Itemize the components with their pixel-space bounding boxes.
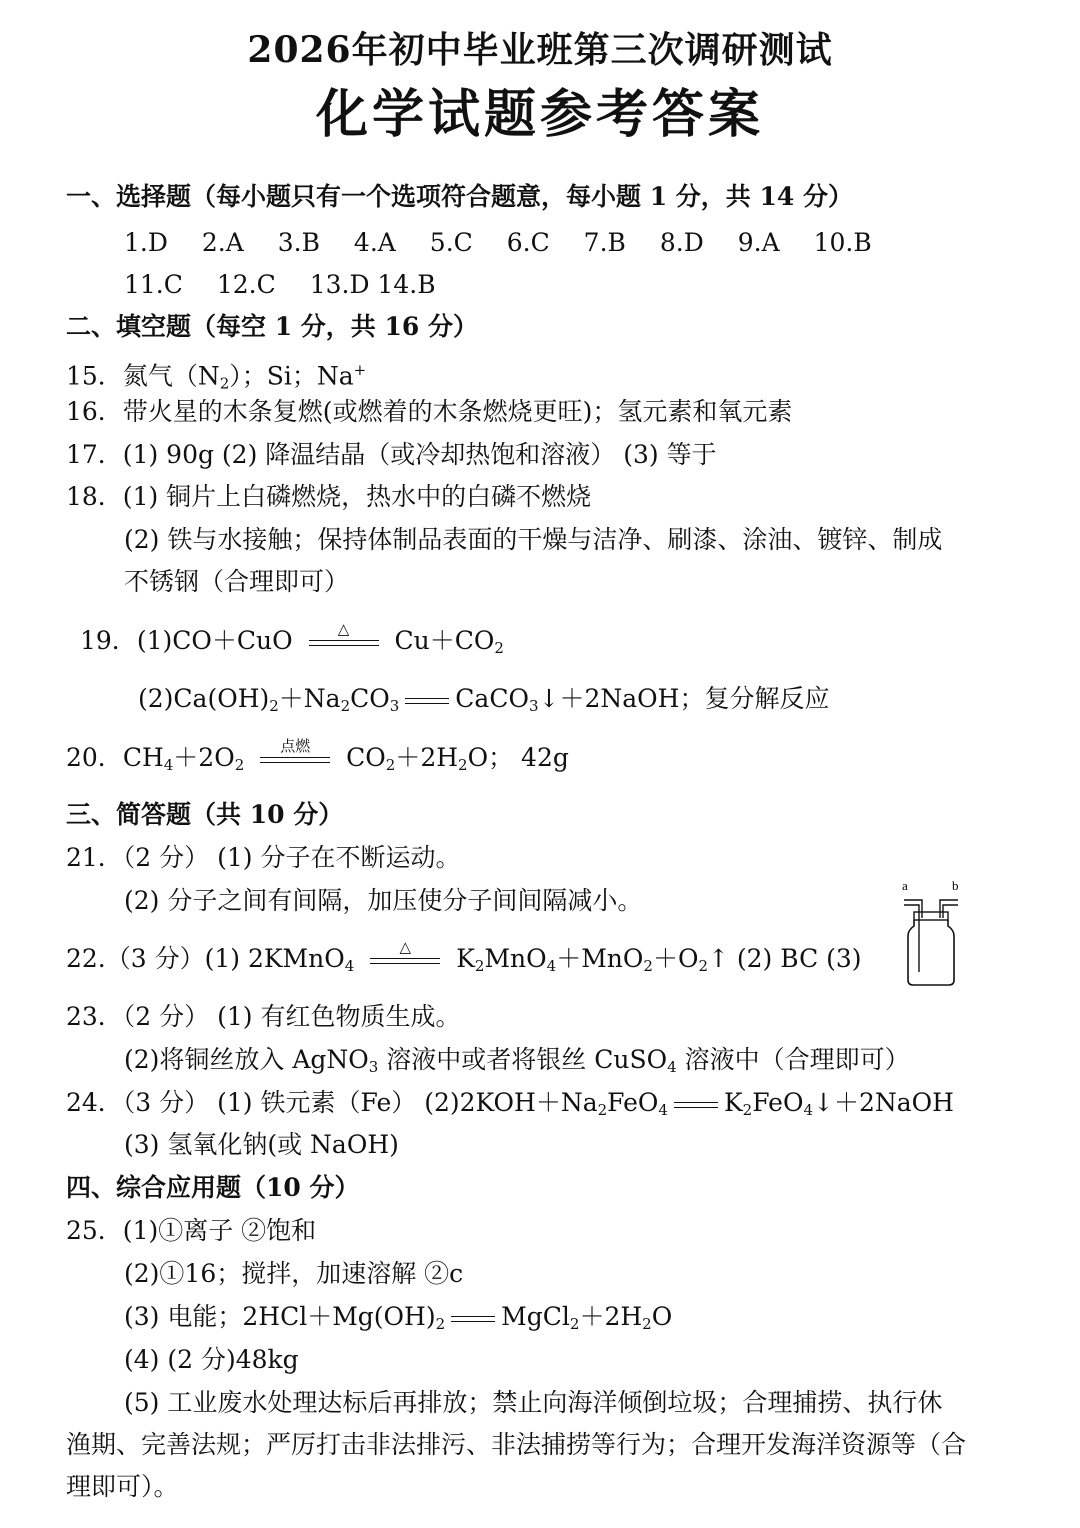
answer-18-part1: 18．(1) 铜片上白磷燃烧，热水中的白磷不燃烧 [66, 482, 592, 511]
mc-answers-row-2 [124, 268, 436, 302]
equals-sign [674, 1098, 718, 1112]
answer-19-part2: $(2)Ca(OH)_2+Na_2CO_3$ CaCO$_3$↓＋2NaOH；复分解反应 [138, 684, 830, 715]
answer-2: 2.A [201, 228, 244, 257]
answer-8: 8.D [659, 228, 704, 257]
answer-17: 17．(1) 90g (2) 降温结晶（或冷却热饱和溶液） (3) 等于 [66, 440, 717, 469]
answer-12: 12.C [216, 270, 276, 299]
answer-9: 9.A [737, 228, 780, 257]
gas-washing-bottle-diagram [896, 878, 966, 990]
equals-sign [451, 1312, 495, 1326]
answer-4: 4.A [353, 228, 396, 257]
answer-25-part3: (3) 电能；$2HCl+Mg(OH)_2$ $MgCl_2+2H_2O$ [124, 1302, 673, 1333]
answer-13-14: 13.D 14.B [309, 270, 436, 299]
answer-25-part5: (5) 工业废水处理达标后再排放；禁止向海洋倾倒垃圾；合理捕捞、执行休 [124, 1388, 943, 1417]
answer-18-part2-cont: 不锈钢（合理即可） [124, 567, 350, 596]
answer-16: 16．带火星的木条复燃(或燃着的木条燃烧更旺)；氢元素和氧元素 [66, 397, 793, 426]
page-title: 2026年初中毕业班第三次调研测试 [247, 29, 833, 71]
heating-condition-equals: △ [370, 950, 440, 972]
answer-24-part2: (3) 氢氧化钠(或 NaOH) [124, 1130, 399, 1159]
answer-19-part1: 19．(1)CO＋CuO △ $Cu+CO_2$ [80, 619, 504, 657]
equals-sign [405, 694, 449, 708]
page-subtitle: 化学试题参考答案 [315, 84, 764, 145]
tube-label-a: a [902, 878, 908, 893]
answer-15: 15．氮气$(N_2)$；Si；Na+ [66, 361, 367, 393]
section-2-heading: 二、填空题（每空 1 分，共 16 分） [66, 312, 479, 341]
answer-6: 6.C [506, 228, 550, 257]
answer-20: 20．$CH_4+2O_2$ 点燃 $CO_2+2H_2O$； 42g [66, 736, 569, 774]
answer-21-part1: 21．（2 分） (1) 分子在不断运动。 [66, 843, 461, 872]
answer-21-part2: (2) 分子之间有间隔，加压使分子间间隔减小。 [124, 886, 643, 915]
answer-18-part2: (2) 铁与水接触；保持体制品表面的干燥与洁净、刷漆、涂油、镀锌、制成 [124, 525, 943, 554]
answer-7: 7.B [583, 228, 626, 257]
answer-25-part1: 25．(1)①离子 ②饱和 [66, 1216, 317, 1245]
section-3-heading: 三、简答题（共 10 分） [66, 800, 344, 829]
answer-5: 5.C [429, 228, 473, 257]
answer-25-part4: (4) (2 分)48kg [124, 1345, 299, 1374]
answer-25-part5-cont: 渔期、完善法规；严厉打击非法排污、非法捕捞等行为；合理开发海洋资源等（合 [66, 1430, 967, 1459]
answer-1: 1.D [124, 228, 168, 257]
answer-11: 11.C [124, 270, 183, 299]
ignition-condition-equals: 点燃 [260, 749, 330, 771]
answer-25-part5-end: 理即可）。 [66, 1472, 179, 1501]
answer-23-part2: (2)将铜丝放入 AgNO$_3$ 溶液中或者将银丝 CuSO$_4$ 溶液中（合理即可） [124, 1045, 910, 1076]
answer-22: 22.（3 分）(1) 2KMnO$_4$ △ $K_2MnO_4+MnO_2+O_2↑$ (2) BC (3) [66, 937, 862, 975]
answer-25-part2: (2)①16；搅拌，加速溶解 ②c [124, 1259, 464, 1288]
heating-condition-equals: △ [309, 632, 379, 654]
section-1-heading: 一、选择题（每小题只有一个选项符合题意，每小题 1 分，共 14 分） [66, 182, 854, 211]
answer-24-part1: 24．（3 分） (1) 铁元素（Fe） $(2)2KOH+Na_2FeO_4$ $K_2FeO_4↓+2NaOH$ [66, 1088, 954, 1119]
tube-label-b: b [952, 878, 959, 893]
answer-10: 10.B [813, 228, 872, 257]
mc-answers-row-1 [124, 226, 872, 260]
section-4-heading: 四、综合应用题（10 分） [66, 1173, 360, 1202]
answer-23-part1: 23．（2 分） (1) 有红色物质生成。 [66, 1002, 461, 1031]
answer-3: 3.B [277, 228, 320, 257]
